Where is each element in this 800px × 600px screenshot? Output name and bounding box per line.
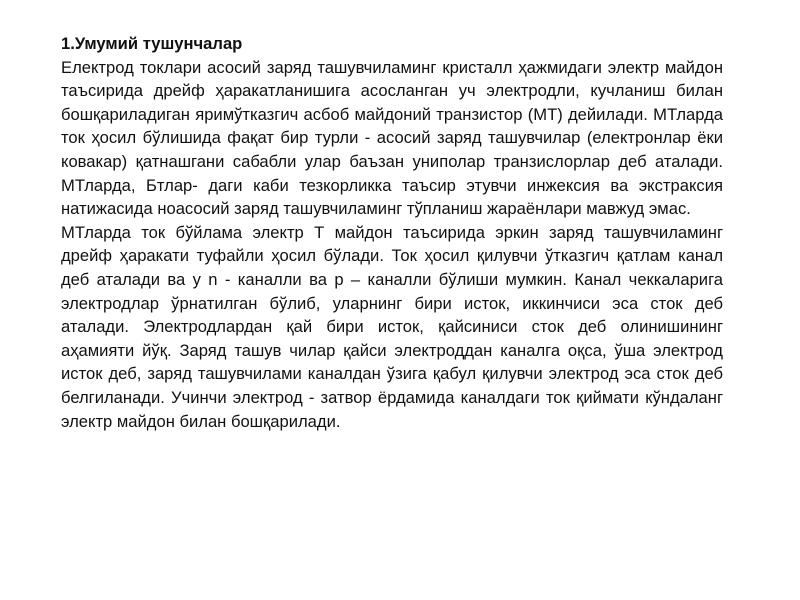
section-heading: 1.Умумий тушунчалар xyxy=(61,34,243,53)
paragraph-1: Електрод токлари асосий заряд ташувчиламинг кристалл ҳажмидаги электр майдон таъсирида дрейф ҳаракатланишига асосланган уч электродли, кучланиш билан бошқариладиган яримўтказгич асбоб майдоний транзистор (МТ) дейилади. МТларда ток ҳосил бўлишида фақат бир турли - асосий заряд ташувчилар (електронлар ёки ковакар) қатнашгани сабабли улар баъзан униполар транзислорлар деб аталади. МТларда, Бтлар- даги каби тезкорликка таъсир этувчи инжексия ва экстраксия натижасида ноасосий заряд ташувчиламинг тўпланиш жараёнлари мавжуд эмас. xyxy=(61,57,723,219)
document-body xyxy=(61,32,723,433)
paragraph-2: МТларда ток бўйлама электр Т майдон таъсирида эркин заряд ташувчиламинг дрейф ҳаракати туфайли ҳосил бўлади. Ток ҳосил қилувчи ўтказгич қатлам канал деб аталади ва у n - каналли ва p – каналли бўлиши мумкин. Канал чеккаларига электродлар ўрнатилган бўлиб, уларнинг бири исток, иккинчиси эса сток деб аталади. Электродлардан қай бири исток, қайсиниси сток деб олинишининг аҳамияти йўқ. Заряд ташув чилар қайси электроддан каналга оқса, ўша электрод исток деб, заряд ташувчилами каналдан ўзига қабул қилувчи электрод эса сток деб белгиланади. Учинчи электрод - затвор ёрдамида каналдаги ток қиймати кўндаланг электр майдон билан бошқарилади. xyxy=(61,222,723,431)
